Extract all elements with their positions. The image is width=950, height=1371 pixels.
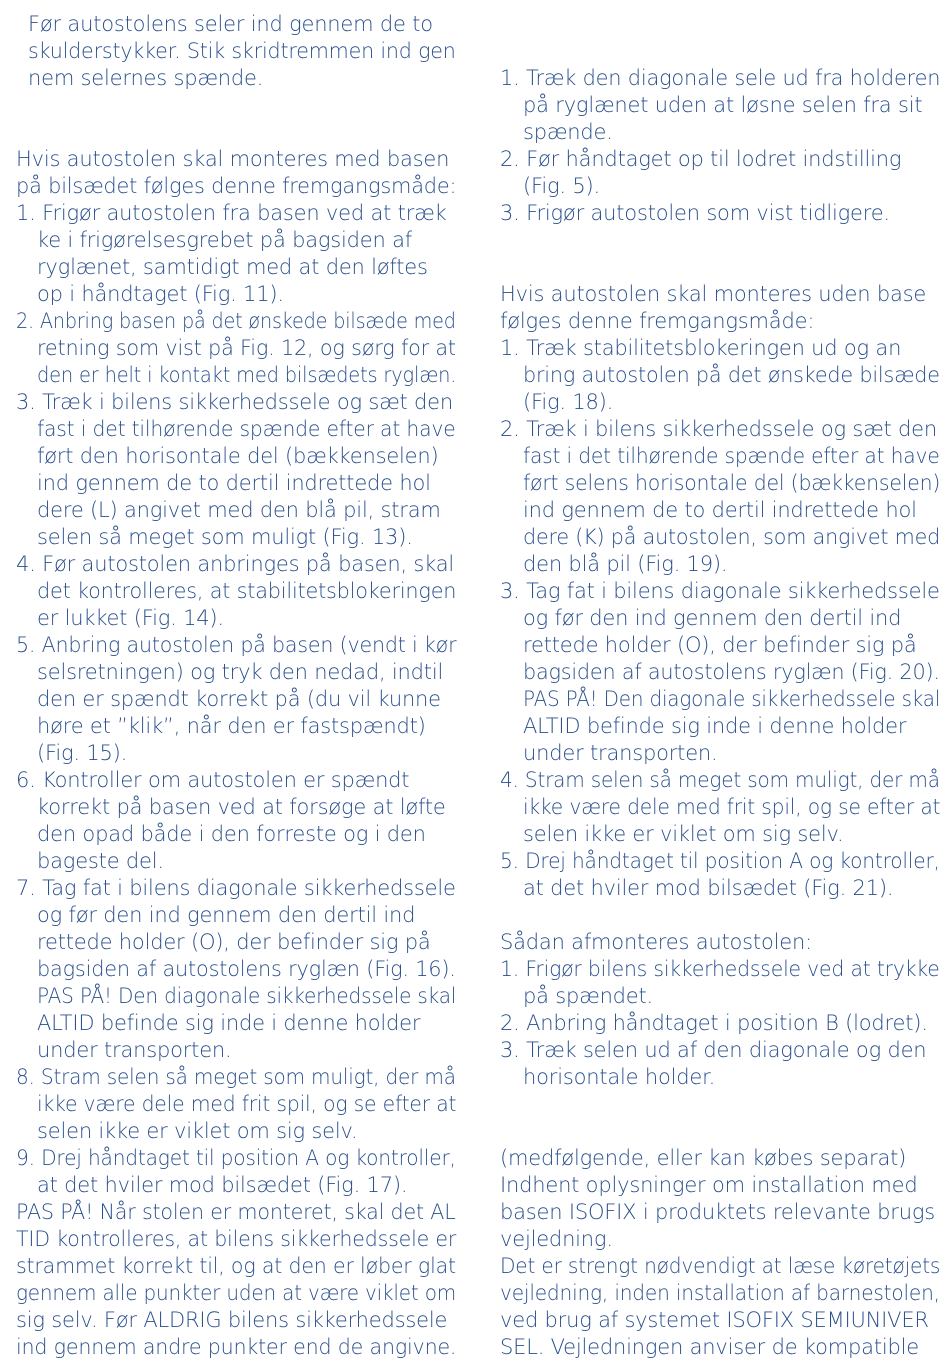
step-8-line: ikke være dele med frit spil, og se efter at (37, 1092, 457, 1116)
step-5-line: høre et ”klik”, når den er fastspændt) (37, 714, 426, 738)
step-3-line: 3. Træk i bilens sikkerhedssele og sæt den (16, 390, 453, 414)
step-7-line: bagsiden af autostolens ryglæn (Fig. 16). (37, 957, 456, 981)
nobase-step-3-line: PAS PÅ! Den diagonale sikkerhedssele skal (523, 687, 941, 711)
step-4-line: det kontrolleres, at stabilitetsblokeringen (37, 579, 457, 603)
warning-line: sig selv. Før ALDRIG bilens sikkerhedssele (16, 1308, 448, 1332)
step-2-line: den er helt i kontakt med bilsædets ryglæn. (37, 363, 457, 387)
nobase-step-1-line: 1. Træk stabilitetsblokeringen ud og an (500, 336, 902, 360)
isofix-line: (medfølgende, eller kan købes separat) (500, 1146, 907, 1170)
intro-line: Før autostolens seler ind gennem de to (28, 12, 433, 36)
step-8-line: selen ikke er viklet om sig selv. (37, 1119, 358, 1143)
step-5-line: selsretningen) og tryk den nedad, indtil (37, 660, 444, 684)
isofix-line: SEL. Vejledningen anviser de kompatible (500, 1335, 919, 1359)
isofix-line: vejledning, inden installation af barnestolen, (500, 1281, 940, 1305)
intro-line: nem selernes spænde. (28, 66, 264, 90)
nobase-step-3-line: ALTID befinde sig inde i denne holder (523, 714, 907, 738)
nobase-step-3-line: bagsiden af autostolens ryglæn (Fig. 20). (523, 660, 940, 684)
nobase-step-2-line: ført selens horisontale del (bækkenselen) (523, 471, 941, 495)
warning-line: gennem alle punkter uden at være viklet om (16, 1281, 457, 1305)
step-1-line: ryglænet, samtidigt med at den løftes (37, 255, 428, 279)
remove-step-1-line: på ryglænet uden at løsne selen fra sit (523, 93, 923, 117)
step-7-line: PAS PÅ! Den diagonale sikkerhedssele skal (37, 984, 457, 1008)
step-3-line: ind gennem de to dertil indrettede hol (37, 471, 431, 495)
step-4-line: er lukket (Fig. 14). (37, 606, 224, 630)
warning-line: strammet korrekt til, og at den er løber glat (16, 1254, 456, 1278)
nobase-step-3-line: under transporten. (523, 741, 718, 765)
step-4-line: 4. Før autostolen anbringes på basen, skal (16, 552, 455, 576)
dismount-step-1-line: på spændet. (523, 984, 654, 1008)
nobase-step-4-line: ikke være dele med frit spil, og se efter at (523, 795, 941, 819)
nobase-step-3-line: rettede holder (O), der befinder sig på (523, 633, 917, 657)
step-6-line: den opad både i den forreste og i den (37, 822, 426, 846)
isofix-line: ved brug af systemet ISOFIX SEMIUNIVER (500, 1308, 929, 1332)
dismount-step-3-line: horisontale holder. (523, 1065, 716, 1089)
nobase-step-1-line: (Fig. 18). (523, 390, 614, 414)
intro-line: skulderstykker. Stik skridtremmen ind gen (28, 39, 456, 63)
nobase-step-3-line: og før den ind gennem den dertil ind (523, 606, 902, 630)
nobase-step-4-line: selen ikke er viklet om sig selv. (523, 822, 844, 846)
nobase-heading-line: følges denne fremgangsmåde: (500, 309, 815, 333)
step-3-line: fast i det tilhørende spænde efter at have (37, 417, 456, 441)
dismount-step-1-line: 1. Frigør bilens sikkerhedssele ved at trykke (500, 957, 940, 981)
step-3-line: selen så meget som muligt (Fig. 13). (37, 525, 413, 549)
warning-line: TID kontrolleres, at bilens sikkerhedssele er (16, 1227, 457, 1251)
step-6-line: 6. Kontroller om autostolen er spændt (16, 768, 410, 792)
step-2-line: 2. Anbring basen på det ønskede bilsæde med (16, 309, 456, 333)
isofix-line: Indhent oplysninger om installation med (500, 1173, 918, 1197)
remove-step-2-line: (Fig. 5). (523, 174, 600, 198)
nobase-step-2-line: den blå pil (Fig. 19). (523, 552, 728, 576)
step-1-line: 1. Frigør autostolen fra basen ved at træk (16, 201, 447, 225)
step-5-line: 5. Anbring autostolen på basen (vendt i kør (16, 633, 457, 657)
isofix-line: vejledning. (500, 1227, 613, 1251)
remove-step-3-line: 3. Frigør autostolen som vist tidligere. (500, 201, 890, 225)
step-7-line: rettede holder (O), der befinder sig på (37, 930, 431, 954)
step-1-line: ke i frigørelsesgrebet på bagsiden af (37, 228, 412, 252)
nobase-step-2-line: fast i det tilhørende spænde efter at have (523, 444, 940, 468)
step-5-line: (Fig. 15). (37, 741, 128, 765)
warning-line: PAS PÅ! Når stolen er monteret, skal det AL (16, 1200, 456, 1224)
step-6-line: korrekt på basen ved at forsøge at løfte (37, 795, 446, 819)
warning-line: ind gennem andre punkter end de angivne. (16, 1335, 457, 1359)
nobase-step-2-line: 2. Træk i bilens sikkerhedssele og sæt den (500, 417, 937, 441)
isofix-line: Det er strengt nødvendigt at læse køretøjets (500, 1254, 941, 1278)
step-2-line: retning som vist på Fig. 12, og sørg for at (37, 336, 456, 360)
remove-step-2-line: 2. Før håndtaget op til lodret indstilling (500, 147, 902, 171)
step-1-line: op i håndtaget (Fig. 11). (37, 282, 284, 306)
step-3-line: dere (L) angivet med den blå pil, stram (37, 498, 441, 522)
remove-step-1-line: spænde. (523, 120, 613, 144)
nobase-step-4-line: 4. Stram selen så meget som muligt, der må (500, 768, 940, 792)
nobase-step-2-line: ind gennem de to dertil indrettede hol (523, 498, 917, 522)
nobase-heading-line: Hvis autostolen skal monteres uden base (500, 282, 927, 306)
dismount-heading: Sådan afmonteres autostolen: (500, 930, 812, 954)
step-8-line: 8. Stram selen så meget som muligt, der må (16, 1065, 456, 1089)
step-7-line: under transporten. (37, 1038, 232, 1062)
step-7-line: og før den ind gennem den dertil ind (37, 903, 416, 927)
step-9-line: 9. Drej håndtaget til position A og kontroller, (16, 1146, 456, 1170)
step-3-line: ført den horisontale del (bækkenselen) (37, 444, 439, 468)
dismount-step-2-line: 2. Anbring håndtaget i position B (lodret). (500, 1011, 928, 1035)
isofix-line: basen ISOFIX i produktets relevante brugs (500, 1200, 935, 1224)
base-heading-line: på bilsædet følges denne fremgangsmåde: (16, 174, 457, 198)
nobase-step-2-line: dere (K) på autostolen, som angivet med (523, 525, 941, 549)
dismount-step-3-line: 3. Træk selen ud af den diagonale og den (500, 1038, 927, 1062)
step-7-line: 7. Tag fat i bilens diagonale sikkerhedssele (16, 876, 456, 900)
step-5-line: den er spændt korrekt på (du vil kunne (37, 687, 441, 711)
nobase-step-3-line: 3. Tag fat i bilens diagonale sikkerhedssele (500, 579, 940, 603)
base-heading-line: Hvis autostolen skal monteres med basen (16, 147, 450, 171)
nobase-step-1-line: bring autostolen på det ønskede bilsæde (523, 363, 940, 387)
step-7-line: ALTID befinde sig inde i denne holder (37, 1011, 421, 1035)
remove-step-1-line: 1. Træk den diagonale sele ud fra holderen (500, 66, 941, 90)
step-9-line: at det hviler mod bilsædet (Fig. 17). (37, 1173, 408, 1197)
nobase-step-5-line: 5. Drej håndtaget til position A og kontroller, (500, 849, 940, 873)
nobase-step-5-line: at det hviler mod bilsædet (Fig. 21). (523, 876, 894, 900)
step-6-line: bageste del. (37, 849, 164, 873)
